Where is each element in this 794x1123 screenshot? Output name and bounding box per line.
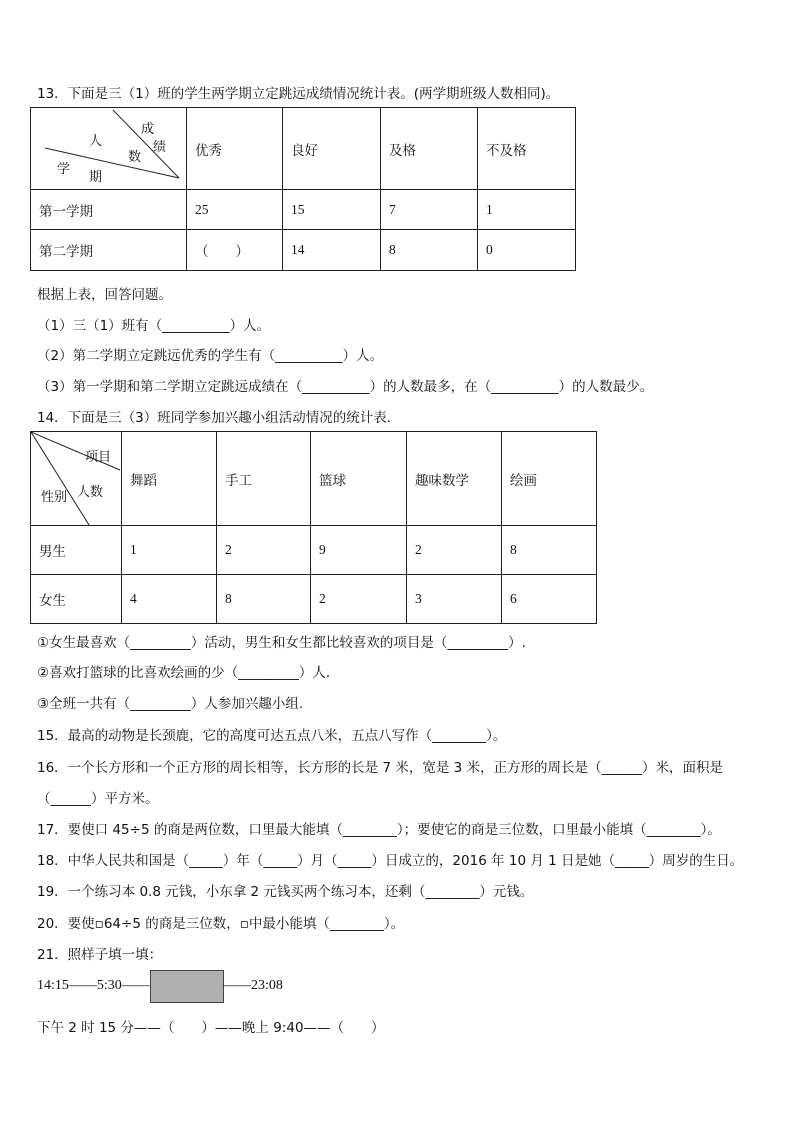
q16-text-line1: 16．一个长方形和一个正方形的周长相等，长方形的长是 7 米，宽是 3 米，正方形的周长是（______）米，面积是: [37, 760, 724, 776]
q18-text: 18．中华人民共和国是（_____）年（_____）月（_____）日成立的，2016 年 10 月 1 日是她（_____）周岁的生日。: [37, 853, 744, 869]
q21-sample-right: ——23:08: [223, 978, 283, 993]
q14-table: [30, 431, 597, 624]
q14-header-dance: 舞蹈: [122, 432, 217, 526]
q21-title: 21．照样子填一填：: [37, 947, 163, 963]
q17-text: 17．要使口 45÷5 的商是两位数，口里最大能填（________）；要使它的商是三位数，口里最小能填（________）。: [37, 822, 721, 838]
table-cell: 3: [407, 575, 502, 624]
q13-diag-shu: 数: [128, 150, 142, 165]
q13-sub3: （3）第一学期和第二学期立定跳远成绩在（__________）的人数最多，在（__________）的人数最少。: [37, 379, 654, 395]
table-cell: 0: [478, 230, 576, 271]
q14-sub2: ②喜欢打篮球的比喜欢绘画的少（_________）人.: [37, 665, 331, 681]
q21-task: 下午 2 时 15 分——（ ）——晚上 9:40——（ ）: [37, 1020, 385, 1036]
q13-diag-qi: 期: [89, 170, 103, 185]
q13-diag-ren: 人: [89, 134, 103, 149]
q14-row-label: 女生: [31, 575, 122, 624]
q21-sample-gray-box: [150, 970, 224, 1003]
q13-header-good: 良好: [283, 108, 381, 190]
table-cell: 6: [502, 575, 597, 624]
q14-header-fun-math: 趣味数学: [407, 432, 502, 526]
table-cell: 4: [122, 575, 217, 624]
q13-header-pass: 及格: [381, 108, 478, 190]
q14-diag-xingbie: 性别: [41, 490, 68, 505]
q13-diagonal-header: [31, 108, 187, 190]
table-cell-blank: （ ）: [187, 230, 283, 271]
table-cell: 15: [283, 190, 381, 230]
q14-header-handcraft: 手工: [217, 432, 311, 526]
table-cell: 8: [381, 230, 478, 271]
q13-diag-ji: 绩: [153, 140, 167, 155]
table-cell: 14: [283, 230, 381, 271]
table-cell: 2: [217, 526, 311, 575]
q13-header-excellent: 优秀: [187, 108, 283, 190]
table-cell: 8: [502, 526, 597, 575]
q14-row-label: 男生: [31, 526, 122, 575]
q13-header-fail: 不及格: [478, 108, 576, 190]
q14-sub1: ①女生最喜欢（_________）活动，男生和女生都比较喜欢的项目是（_________）.: [37, 635, 526, 651]
q14-header-basketball: 篮球: [311, 432, 407, 526]
q14-diag-renshu: 人数: [77, 485, 104, 500]
table-cell: 7: [381, 190, 478, 230]
table-row: [31, 526, 597, 575]
q13-diag-xue: 学: [57, 162, 71, 177]
table-cell: 25: [187, 190, 283, 230]
table-cell: 1: [122, 526, 217, 575]
q13-sub2: （2）第二学期立定跳远优秀的学生有（__________）人。: [37, 348, 384, 364]
q14-title: 14．下面是三（3）班同学参加兴趣小组活动情况的统计表．: [37, 410, 401, 426]
q13-title: 13．下面是三（1）班的学生两学期立定跳远成绩情况统计表。(两学期班级人数相同)。: [37, 86, 560, 102]
table-row: [31, 575, 597, 624]
q16-text-line2: （______）平方米。: [37, 791, 159, 807]
q13-sub1: （1）三（1）班有（__________）人。: [37, 318, 271, 334]
table-cell: 1: [478, 190, 576, 230]
table-cell: 2: [311, 575, 407, 624]
table-cell: 2: [407, 526, 502, 575]
table-cell: 9: [311, 526, 407, 575]
q13-row-label: 第二学期: [31, 230, 187, 271]
q19-text: 19．一个练习本 0.8 元钱，小东拿 2 元钱买两个练习本，还剩（________）元钱。: [37, 884, 534, 900]
q13-row-label: 第一学期: [31, 190, 187, 230]
q21-sample-left: 14:15——5:30——: [37, 978, 150, 993]
q20-text: 20．要使▫64÷5 的商是三位数，▫中最小能填（________）。: [37, 916, 405, 932]
q13-diag-cheng: 成: [141, 122, 155, 137]
q14-diagonal-header: [31, 432, 122, 526]
q14-header-drawing: 绘画: [502, 432, 597, 526]
table-row: [31, 230, 576, 271]
q14-diag-xiangmu: 项目: [85, 450, 112, 465]
table-row: [31, 190, 576, 230]
q13-intro: 根据上表，回答问题。: [37, 287, 172, 303]
q14-sub3: ③全班一共有（_________）人参加兴趣小组.: [37, 696, 304, 712]
q15-text: 15．最高的动物是长颈鹿，它的高度可达五点八米，五点八写作（________）。: [37, 728, 507, 744]
table-cell: 8: [217, 575, 311, 624]
q13-table: [30, 107, 576, 271]
